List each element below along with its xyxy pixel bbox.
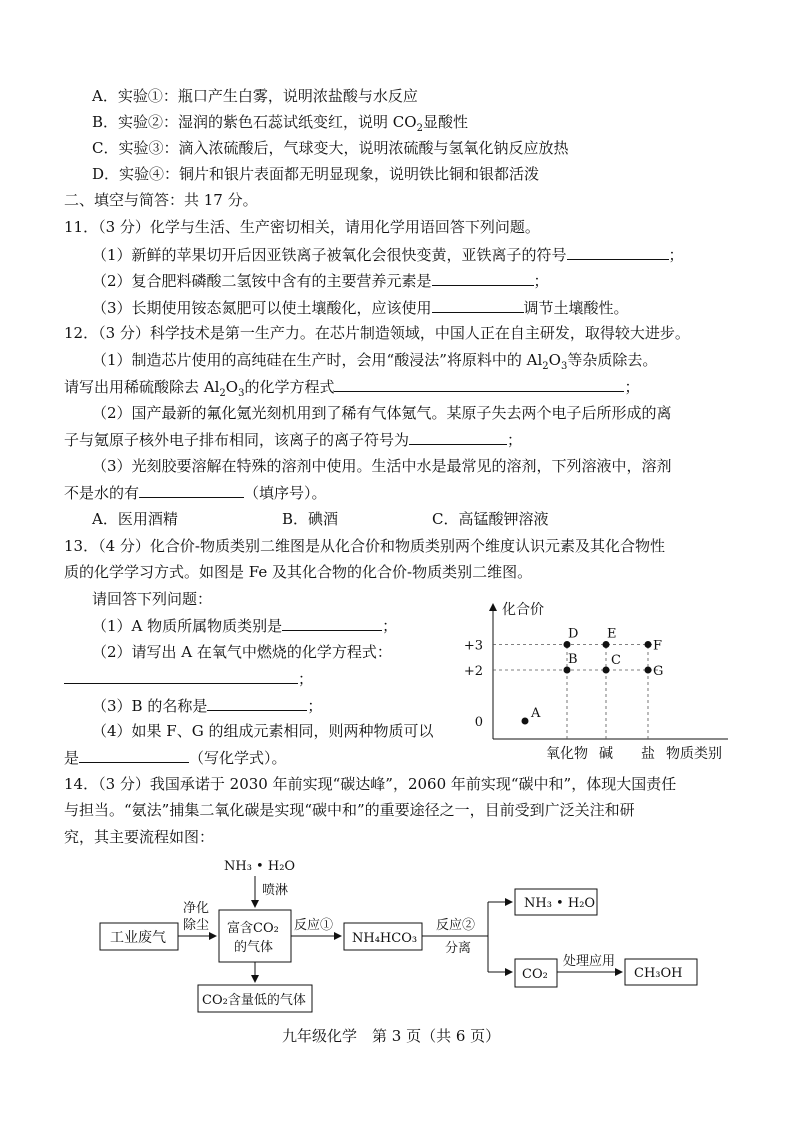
point-label: D bbox=[568, 626, 579, 642]
co2-label: CO₂ bbox=[522, 967, 548, 982]
q13-part2: （2）请写出 A 在氧气中燃烧的化学方程式： bbox=[92, 643, 392, 661]
punct: ； bbox=[507, 431, 523, 449]
q14-stem-line1: 14．（3 分）我国承诺于 2030 年前实现“碳达峰”，2060 年前实现“碳中和”，体现大国责任 bbox=[64, 775, 677, 793]
industrial-gas-label: 工业废气 bbox=[110, 930, 166, 946]
q13-stem-line1: 13．（4 分）化合价-物质类别二维图是从化合价和物质类别两个维度认识元素及其化合物性 bbox=[64, 537, 665, 555]
q12-option-c: C．高锰酸钾溶液 bbox=[432, 510, 549, 528]
q11-stem: 11．（3 分）化学与生活、生产密切相关，请用化学用语回答下列问题。 bbox=[64, 218, 540, 236]
punct: ； bbox=[533, 272, 549, 290]
nh3h2o-label: NH₃ • H₂O bbox=[224, 859, 296, 874]
q10-option-b-text: B．实验②：湿润的紫色石蕊试纸变红，说明 CO bbox=[92, 113, 417, 131]
q12-option-a: A．医用酒精 bbox=[92, 510, 178, 528]
q11-part3-tail: 调节土壤酸性。 bbox=[523, 299, 629, 317]
q14-stem-line2: 与担当。“氨法”捕集二氧化碳是实现“碳中和”的重要途径之一，目前受到广泛关注和研 bbox=[64, 801, 635, 819]
nh3h2o-out-label: NH₃ • H₂O bbox=[524, 896, 596, 911]
separate-label: 分离 bbox=[445, 941, 472, 956]
subscript: 2 bbox=[219, 388, 226, 399]
point-label: C bbox=[611, 653, 621, 668]
nh4hco3-label: NH₄HCO₃ bbox=[352, 931, 418, 946]
q12-part1a-text: （1）制造芯片使用的高纯硅在生产时，会用“酸浸法”将原料中的 Al bbox=[92, 351, 543, 369]
q13-stem-line2: 质的化学学习方式。如图是 Fe 及其化合物的化合价-物质类别二维图。 bbox=[64, 563, 533, 581]
punct: ； bbox=[668, 246, 684, 264]
reaction2-label: 反应② bbox=[436, 918, 476, 933]
subscript: 2 bbox=[416, 123, 423, 134]
q13-part3-text: （3）B 的名称是 bbox=[92, 697, 208, 715]
dedust-label: 除尘 bbox=[183, 918, 210, 933]
q12-part2a: （2）国产最新的氟化氪光刻机用到了稀有气体氪气。某原子失去两个电子后所形成的离 bbox=[92, 404, 672, 422]
x-axis-label: 物质类别 bbox=[666, 746, 722, 762]
q13-part1-text: （1）A 物质所属物质类别是 bbox=[92, 617, 283, 635]
y-tick-label: +3 bbox=[463, 638, 483, 654]
x-tick-label: 盐 bbox=[641, 746, 655, 762]
point-label: B bbox=[568, 652, 578, 667]
rich-co2-label: 富含CO₂ bbox=[227, 921, 279, 936]
q13-part4a: （4）如果 F、G 的组成元素相同，则两种物质可以 bbox=[92, 722, 434, 740]
q14-stem-line3: 究，其主要流程如图： bbox=[64, 828, 215, 846]
y-tick-label: +2 bbox=[463, 664, 483, 679]
subscript: 2 bbox=[542, 361, 549, 372]
x-tick-label: 氧化物 bbox=[546, 746, 588, 762]
q11-part2-text: （2）复合肥料磷酸二氢铵中含有的主要营养元素是 bbox=[92, 272, 432, 290]
q12-part1a-tail: 等杂质除去。 bbox=[567, 351, 658, 369]
punct: ； bbox=[307, 697, 323, 715]
q10-option-a: A．实验①：瓶口产生白雾，说明浓盐酸与水反应 bbox=[92, 87, 418, 105]
q12-stem: 12．（3 分）科学技术是第一生产力。在芯片制造领域，中国人正在自主研发，取得较大进步。 bbox=[64, 324, 690, 342]
rich-co2-label2: 的气体 bbox=[234, 940, 274, 955]
q10-option-c: C．实验③：滴入浓硫酸后，气球变大，说明浓硫酸与氢氧化钠反应放热 bbox=[92, 139, 569, 157]
q12-part1b-tail: 的化学方程式 bbox=[244, 378, 335, 396]
q11-part3-text: （3）长期使用铵态氮肥可以使土壤酸化，应该使用 bbox=[92, 299, 432, 317]
punct: ； bbox=[298, 670, 314, 688]
q12-part3b-text: 不是水的有 bbox=[64, 484, 140, 502]
q10-option-d: D．实验④：铜片和银片表面都无明显现象，说明铁比铜和银都活泼 bbox=[92, 165, 540, 183]
subscript: 3 bbox=[238, 388, 245, 399]
subscript: 3 bbox=[560, 361, 568, 372]
reaction1-label: 反应① bbox=[294, 918, 334, 933]
x-tick-label: 碱 bbox=[599, 746, 613, 762]
q12-part2b-text: 子与氪原子核外电子排布相同，该离子的离子符号为 bbox=[64, 431, 410, 449]
q13-ask: 请回答下列问题： bbox=[92, 590, 213, 608]
formula-part: O bbox=[548, 351, 561, 369]
punct: ； bbox=[382, 617, 398, 635]
formula-part: O bbox=[225, 378, 239, 396]
punct: ； bbox=[624, 378, 640, 396]
ch3oh-label: CH₃OH bbox=[634, 966, 683, 981]
low-co2-label: CO₂含量低的气体 bbox=[202, 993, 306, 1008]
q13-part4b-tail: （写化学式）。 bbox=[189, 749, 287, 767]
y-axis-label: 化合价 bbox=[502, 602, 544, 618]
q12-part3a: （3）光刻胶要溶解在特殊的溶剂中使用。生活中水是最常见的溶剂，下列溶液中，溶剂 bbox=[92, 457, 672, 475]
q12-part3b-tail: （填序号）。 bbox=[244, 484, 327, 502]
q12-part1b-text: 请写出用稀硫酸除去 Al bbox=[64, 378, 220, 396]
point-label: A bbox=[531, 706, 541, 721]
spray-label: 喷淋 bbox=[262, 883, 289, 898]
q13-part4b-text: 是 bbox=[64, 749, 80, 767]
y-tick-label: 0 bbox=[474, 715, 483, 730]
q10-option-b-tail: 显酸性 bbox=[422, 113, 468, 131]
page-footer: 九年级化学 第 3 页（共 6 页） bbox=[282, 1027, 501, 1045]
point-label: G bbox=[653, 664, 664, 679]
point-label: F bbox=[653, 638, 663, 654]
q11-part1-text: （1）新鲜的苹果切开后因亚铁离子被氧化会很快变黄，亚铁离子的符号 bbox=[92, 246, 567, 264]
process-label: 处理应用 bbox=[563, 954, 616, 969]
q12-option-b: B．碘酒 bbox=[282, 510, 339, 528]
section-heading: 二、填空与简答：共 17 分。 bbox=[64, 191, 258, 209]
point-label: E bbox=[607, 626, 617, 642]
purify-label: 净化 bbox=[183, 901, 210, 916]
